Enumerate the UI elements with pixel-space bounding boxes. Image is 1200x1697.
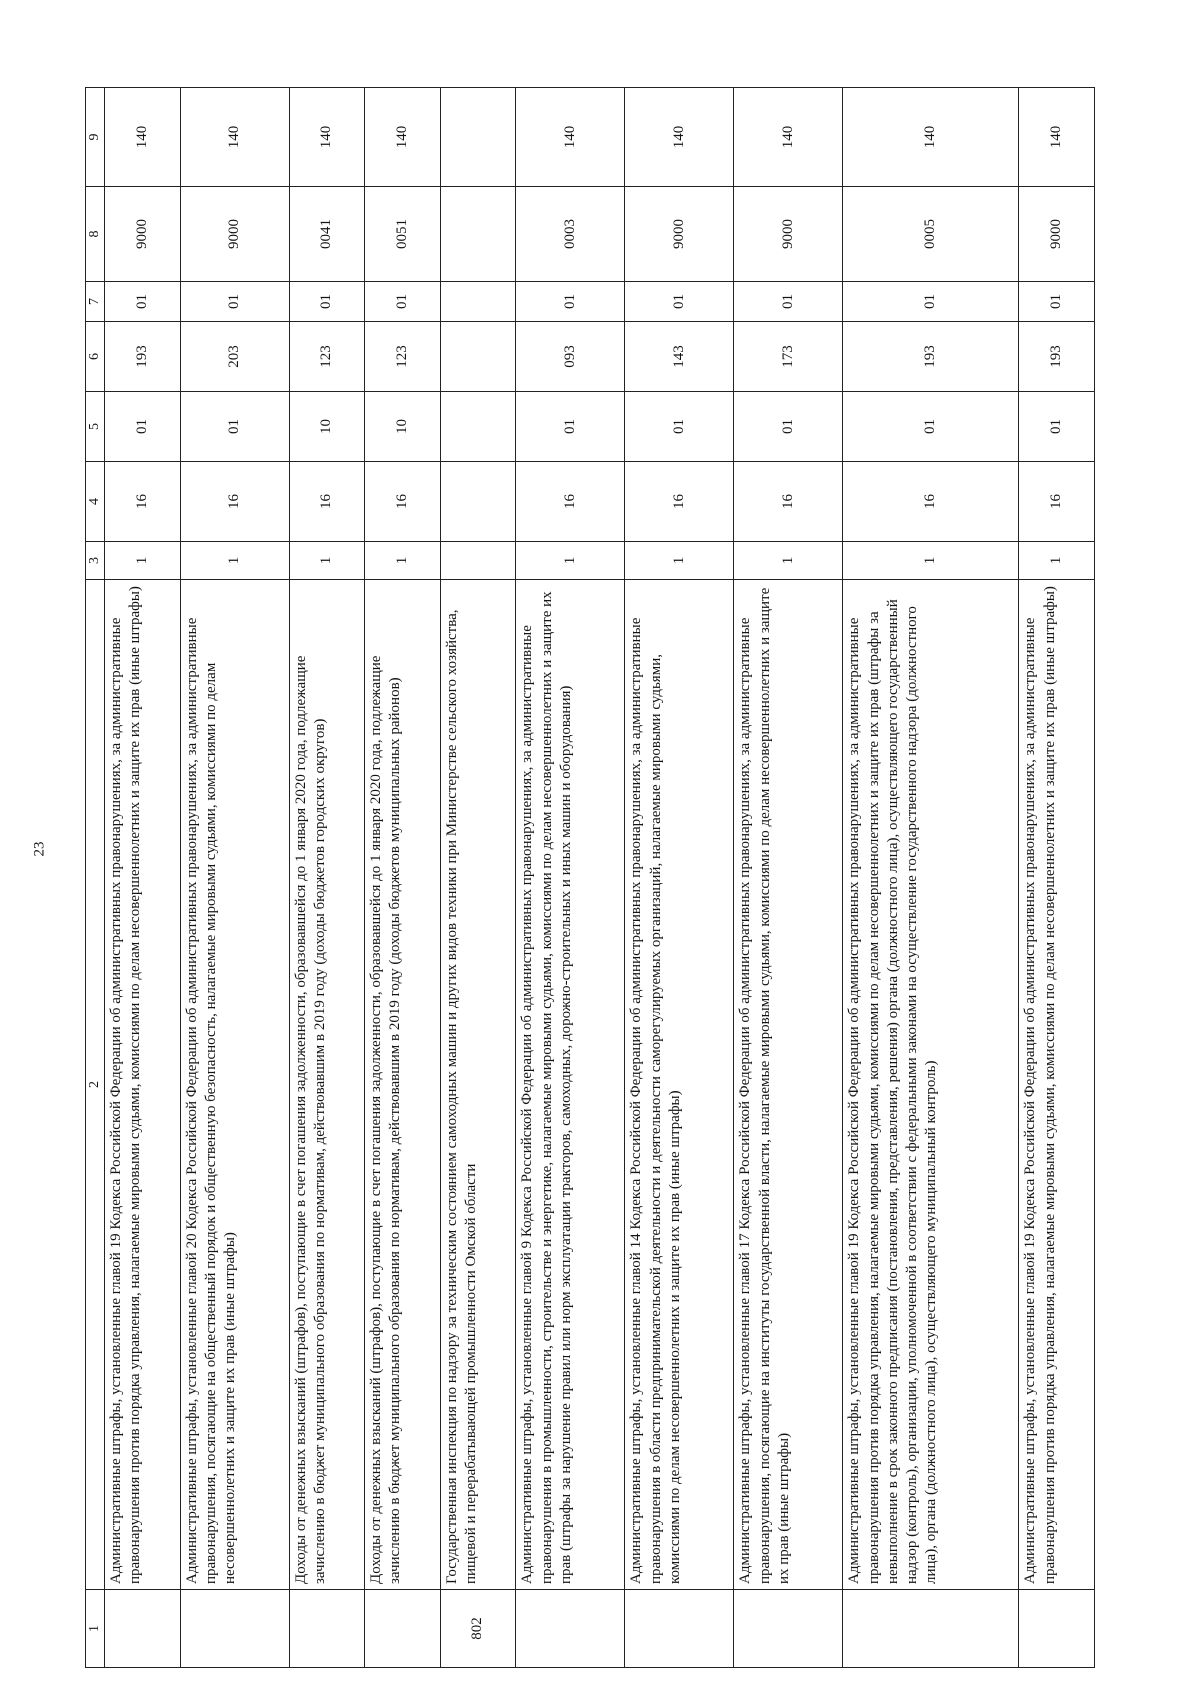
code-cell: 9000 xyxy=(1019,187,1095,282)
code-cell: 01 xyxy=(105,282,181,322)
column-header: 8 xyxy=(86,187,105,282)
description-cell: Государственная инспекция по надзору за техническим состоянием самоходных машин и других видов техники при Министерстве сельского хозяйства, пищевой и перерабатывающей промышленности Омской области xyxy=(440,580,516,1590)
code-cell: 9000 xyxy=(180,187,289,282)
code-cell: 10 xyxy=(289,392,365,462)
description-cell: Доходы от денежных взысканий (штрафов), поступающие в счет погашения задолженности, образовавшейся до 1 января 2020 года, подлежащие зачислению в бюджет муниципального образования по нормативам, действовавшим в 2019 году (доходы бюджетов городских округов) xyxy=(289,580,365,1590)
code-cell: 01 xyxy=(365,282,441,322)
code-cell: 01 xyxy=(516,392,625,462)
description-cell: Административные штрафы, установленные главой 20 Кодекса Российской Федерации об административных правонарушениях, за административные правонарушения, посягающие на общественный порядок и общественную безопасность, налагаемые мировыми судьями, комиссиями по делам несовершеннолетних и защите их прав (иные штрафы) xyxy=(180,580,289,1590)
code-cell: 193 xyxy=(843,322,1019,392)
code-cell: 01 xyxy=(843,282,1019,322)
code-cell: 01 xyxy=(180,392,289,462)
admin-code-cell xyxy=(289,1590,365,1668)
page-number: 23 xyxy=(31,841,48,857)
code-cell: 140 xyxy=(734,88,843,187)
table-row xyxy=(1019,88,1095,1668)
revenue-codes-table xyxy=(85,87,1095,1668)
code-cell xyxy=(440,282,516,322)
admin-code-cell: 802 xyxy=(440,1590,516,1668)
admin-code-cell xyxy=(365,1590,441,1668)
admin-code-cell xyxy=(105,1590,181,1668)
code-cell: 140 xyxy=(105,88,181,187)
description-cell: Административные штрафы, установленные главой 14 Кодекса Российской Федерации об административных правонарушениях, за административные правонарушения в области предпринимательской деятельности и деятельности саморегулируемых организаций, налагаемые мировыми судьями, комиссиями по делам несовершеннолетних и защите их прав (иные штрафы) xyxy=(625,580,734,1590)
table-row xyxy=(516,88,625,1668)
column-header: 7 xyxy=(86,282,105,322)
column-header: 3 xyxy=(86,542,105,580)
column-header: 6 xyxy=(86,322,105,392)
description-cell: Доходы от денежных взысканий (штрафов), поступающие в счет погашения задолженности, образовавшейся до 1 января 2020 года, подлежащие зачислению в бюджет муниципального образования по нормативам, действовавшим в 2019 году (доходы бюджетов муниципальных районов) xyxy=(365,580,441,1590)
code-cell: 193 xyxy=(105,322,181,392)
description-cell: Административные штрафы, установленные главой 19 Кодекса Российской Федерации об административных правонарушениях, за административные правонарушения против порядка управления, налагаемые мировыми судьями, комиссиями по делам несовершеннолетних и защите их прав (иные штрафы) xyxy=(105,580,181,1590)
table-row xyxy=(289,88,365,1668)
code-cell: 1 xyxy=(365,542,441,580)
code-cell: 9000 xyxy=(625,187,734,282)
admin-code-cell xyxy=(516,1590,625,1668)
description-cell: Административные штрафы, установленные главой 19 Кодекса Российской Федерации об административных правонарушениях, за административные правонарушения против порядка управления, налагаемые мировыми судьями, комиссиями по делам несовершеннолетних и защите их прав (штрафы за невыполнение в срок законного предписания (постановления, представления, решения) органа (должностного лица), осуществляющего государственный надзор (контроль), организации, уполномоченной в соответствии с федеральными законами на осуществление государственного надзора (должностного лица), органа (должностного лица), осуществляющего муниципальный контроль) xyxy=(843,580,1019,1590)
admin-code-cell xyxy=(734,1590,843,1668)
code-cell: 140 xyxy=(1019,88,1095,187)
table-row xyxy=(440,88,516,1668)
code-cell: 093 xyxy=(516,322,625,392)
code-cell: 01 xyxy=(843,392,1019,462)
code-cell: 0003 xyxy=(516,187,625,282)
code-cell: 123 xyxy=(289,322,365,392)
code-cell: 16 xyxy=(289,462,365,542)
header-row xyxy=(86,88,105,1668)
code-cell: 01 xyxy=(105,392,181,462)
code-cell: 173 xyxy=(734,322,843,392)
code-cell: 140 xyxy=(365,88,441,187)
code-cell: 16 xyxy=(843,462,1019,542)
code-cell: 01 xyxy=(625,282,734,322)
code-cell: 0051 xyxy=(365,187,441,282)
column-header: 5 xyxy=(86,392,105,462)
code-cell: 16 xyxy=(180,462,289,542)
code-cell: 16 xyxy=(365,462,441,542)
description-cell: Административные штрафы, установленные главой 17 Кодекса Российской Федерации об административных правонарушениях, за административные правонарушения, посягающие на институты государственной власти, налагаемые мировыми судьями, комиссиями по делам несовершеннолетних и защите их прав (иные штрафы) xyxy=(734,580,843,1590)
code-cell xyxy=(440,187,516,282)
column-header: 1 xyxy=(86,1590,105,1668)
admin-code-cell xyxy=(180,1590,289,1668)
code-cell: 01 xyxy=(180,282,289,322)
code-cell: 16 xyxy=(625,462,734,542)
code-cell: 01 xyxy=(625,392,734,462)
code-cell: 9000 xyxy=(734,187,843,282)
code-cell: 1 xyxy=(180,542,289,580)
code-cell: 01 xyxy=(734,282,843,322)
code-cell: 16 xyxy=(734,462,843,542)
code-cell xyxy=(440,542,516,580)
column-header: 2 xyxy=(86,580,105,1590)
code-cell: 16 xyxy=(516,462,625,542)
code-cell: 140 xyxy=(289,88,365,187)
code-cell: 16 xyxy=(105,462,181,542)
code-cell xyxy=(440,322,516,392)
code-cell: 10 xyxy=(365,392,441,462)
code-cell: 16 xyxy=(1019,462,1095,542)
table-row xyxy=(105,88,181,1668)
code-cell: 193 xyxy=(1019,322,1095,392)
code-cell: 1 xyxy=(625,542,734,580)
admin-code-cell xyxy=(625,1590,734,1668)
code-cell: 1 xyxy=(843,542,1019,580)
code-cell: 01 xyxy=(289,282,365,322)
code-cell: 9000 xyxy=(105,187,181,282)
code-cell: 1 xyxy=(1019,542,1095,580)
code-cell: 1 xyxy=(289,542,365,580)
code-cell: 1 xyxy=(105,542,181,580)
table-row xyxy=(365,88,441,1668)
table-row xyxy=(734,88,843,1668)
code-cell xyxy=(440,462,516,542)
table-row xyxy=(843,88,1019,1668)
column-header: 9 xyxy=(86,88,105,187)
code-cell: 1 xyxy=(516,542,625,580)
code-cell: 123 xyxy=(365,322,441,392)
code-cell: 01 xyxy=(516,282,625,322)
description-cell: Административные штрафы, установленные главой 9 Кодекса Российской Федерации об административных правонарушениях, за административные правонарушения в промышленности, строительстве и энергетике, налагаемые мировыми судьями, комиссиями по делам несовершеннолетних и защите их прав (штрафы за нарушение правил или норм эксплуатации тракторов, самоходных, дорожно-строительных и иных машин и оборудования) xyxy=(516,580,625,1590)
code-cell: 140 xyxy=(516,88,625,187)
admin-code-cell xyxy=(843,1590,1019,1668)
code-cell: 140 xyxy=(625,88,734,187)
code-cell: 01 xyxy=(1019,392,1095,462)
rotated-table-container xyxy=(85,88,1095,1668)
code-cell xyxy=(440,392,516,462)
code-cell: 140 xyxy=(180,88,289,187)
code-cell: 203 xyxy=(180,322,289,392)
table-row xyxy=(625,88,734,1668)
code-cell xyxy=(440,88,516,187)
admin-code-cell xyxy=(1019,1590,1095,1668)
code-cell: 1 xyxy=(734,542,843,580)
code-cell: 01 xyxy=(734,392,843,462)
table-row xyxy=(180,88,289,1668)
description-cell: Административные штрафы, установленные главой 19 Кодекса Российской Федерации об административных правонарушениях, за административные правонарушения против порядка управления, налагаемые мировыми судьями, комиссиями по делам несовершеннолетних и защите их прав (иные штрафы) xyxy=(1019,580,1095,1590)
code-cell: 0005 xyxy=(843,187,1019,282)
code-cell: 143 xyxy=(625,322,734,392)
code-cell: 140 xyxy=(843,88,1019,187)
column-header: 4 xyxy=(86,462,105,542)
code-cell: 01 xyxy=(1019,282,1095,322)
code-cell: 0041 xyxy=(289,187,365,282)
